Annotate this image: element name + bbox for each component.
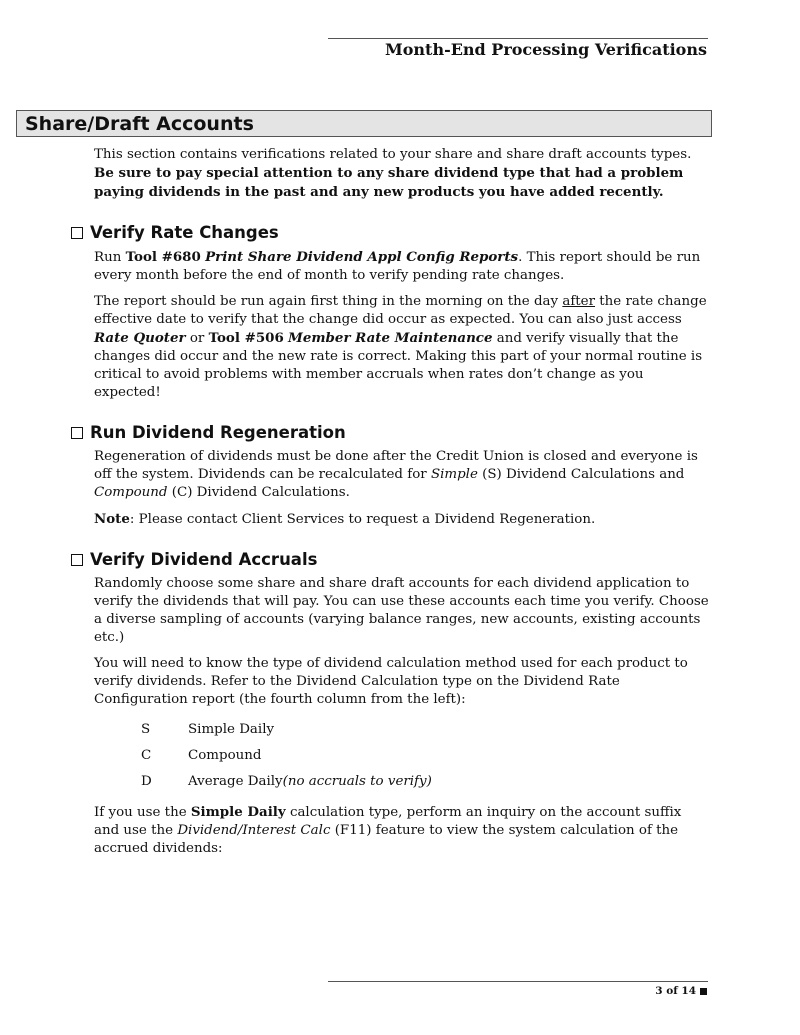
page-header-title: Month-End Processing Verifications <box>385 40 707 59</box>
accruals-paragraph-3 <box>94 803 710 858</box>
list-item <box>94 769 710 795</box>
heading-run-dividend-regeneration <box>71 423 710 443</box>
text: (S) Dividend Calculations and <box>477 467 685 482</box>
tool-name: Member Rate Maintenance <box>288 330 493 346</box>
code-letter: D <box>141 774 152 789</box>
rate-changes-paragraph-2 <box>94 293 710 402</box>
underlined-text: after <box>562 294 596 309</box>
text: (F11) feature to view the system calculation of the accrued dividends: <box>94 823 679 856</box>
text: Regeneration of dividends must be done after the Credit Union is closed and everyone is off the system. Dividends can be recalculated for <box>94 449 698 482</box>
intro-emphasis: Be sure to pay special attention to any share dividend type that had a problem paying dividends in the past and any new products you have added recently. <box>94 165 684 200</box>
header-rule <box>328 38 708 39</box>
code-description: Simple Daily <box>188 722 275 737</box>
footer-rule <box>328 981 708 982</box>
text: . This report should be run every month before the end of month to verify pending rate changes. <box>94 250 701 283</box>
checkbox-icon[interactable] <box>71 427 83 439</box>
code-note: (no accruals to verify) <box>282 774 432 789</box>
heading-text: Verify Rate Changes <box>90 223 279 242</box>
rate-quoter-name: Rate Quoter <box>94 330 186 346</box>
heading-text: Run Dividend Regeneration <box>90 423 346 442</box>
italic-term: Simple <box>430 467 478 482</box>
checkbox-icon[interactable] <box>71 554 83 566</box>
italic-term: Dividend/Interest Calc <box>177 823 331 838</box>
accruals-paragraph-1: Randomly choose some share and share draft accounts for each dividend application to verify the dividends that will pay. You can use these accounts each time you verify. Choose a diverse sampling of accounts (varying balance ranges, new accounts, existing accounts etc.) <box>94 576 709 645</box>
text: or <box>185 331 209 346</box>
heading-text: Verify Dividend Accruals <box>90 550 318 569</box>
calculation-codes-list <box>94 717 710 795</box>
tool-number: Tool #680 <box>125 249 201 265</box>
code-letter: C <box>141 748 152 763</box>
section-content <box>90 146 710 866</box>
tool-name: Print Share Dividend Appl Config Reports <box>205 249 519 265</box>
text: and verify visually that the changes did occur and the new rate is correct. Making this part of your normal routine is critical to avoid problems with member accruals when rates don’t change as you expected! <box>94 331 703 400</box>
list-item <box>94 743 710 769</box>
page-number-text: 3 of 14 <box>655 985 696 997</box>
code-letter: S <box>141 722 151 737</box>
text: If you use the <box>94 805 191 820</box>
section-header-band <box>16 110 712 137</box>
note-label: Note <box>94 511 130 527</box>
list-item <box>94 717 710 743</box>
text: The report should be run again first thing in the morning on the day <box>94 294 563 309</box>
note-text: : Please contact Client Services to request a Dividend Regeneration. <box>129 512 596 527</box>
code-description: Average Daily <box>188 774 283 789</box>
square-bullet-icon <box>700 988 707 995</box>
section-title: Share/Draft Accounts <box>25 113 254 135</box>
text: (C) Dividend Calculations. <box>167 485 350 500</box>
heading-verify-rate-changes <box>71 223 710 243</box>
accruals-paragraph-2: You will need to know the type of dividend calculation method used for each product to verify dividends. Refer to the Dividend Calculation type on the Dividend Rate Configuration report (the fourth column from the left): <box>94 656 688 707</box>
regeneration-paragraph <box>94 448 710 502</box>
intro-text: This section contains verifications related to your share and share draft accounts types. <box>94 147 692 162</box>
regeneration-note <box>94 510 710 529</box>
rate-changes-paragraph-1 <box>94 248 710 285</box>
text: the rate change effective date to verify that the change did occur as expected. You can also just access <box>94 294 707 327</box>
heading-verify-dividend-accruals <box>71 550 710 570</box>
intro-paragraph <box>94 146 710 202</box>
checkbox-icon[interactable] <box>71 227 83 239</box>
italic-term: Compound <box>94 485 168 500</box>
code-description: Compound <box>188 748 262 763</box>
text: calculation type, perform an inquiry on the account suffix and use the <box>94 805 682 838</box>
bold-term: Simple Daily <box>190 804 286 820</box>
tool-number: Tool #506 <box>208 330 284 346</box>
page-number <box>655 985 707 997</box>
text: Run <box>94 250 126 265</box>
